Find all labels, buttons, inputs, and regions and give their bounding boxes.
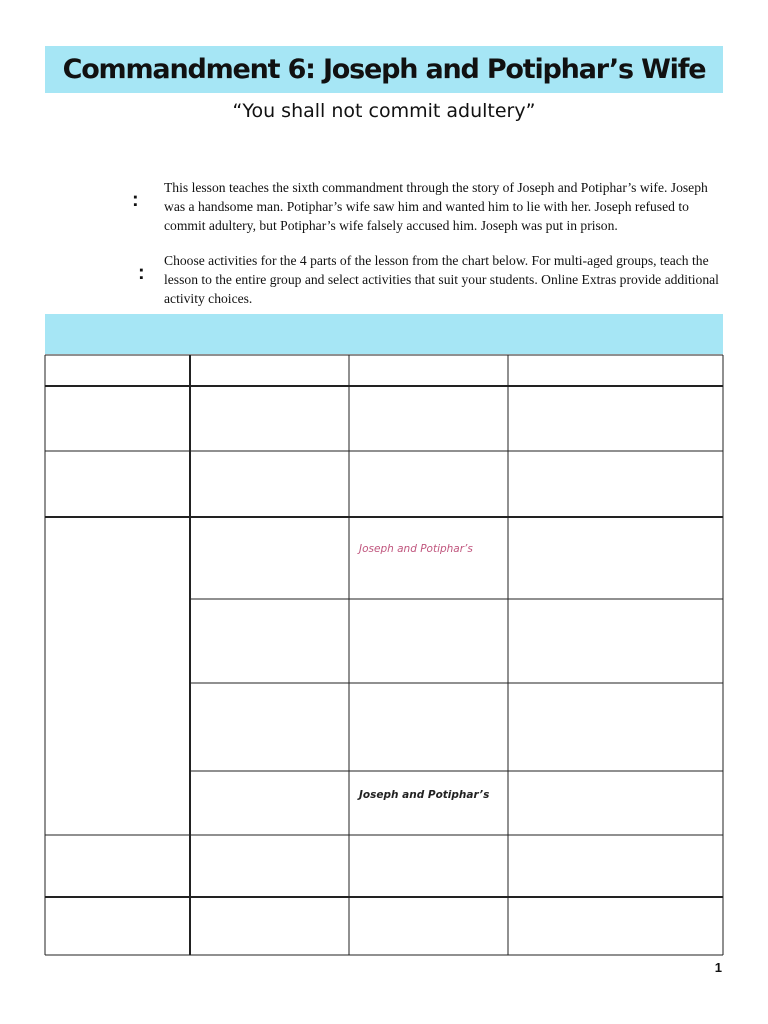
bullet-colon-1: : [132,189,139,211]
page-title: Commandment 6: Joseph and Potiphar’s Wife [62,54,706,85]
subtitle: “You shall not commit adultery” [232,100,536,122]
intro-paragraph-1: This lesson teaches the sixth commandment through the story of Joseph and Potiphar’s wife. Joseph was a handsome man. Potiphar’s wife saw him and wanted him to lie with her. Joseph refused to commit adultery, but Potiphar’s wife falsely accused him. Joseph was put in prison. [164,180,708,233]
page-number: 1 [714,960,722,975]
intro-paragraph-2: Choose activities for the 4 parts of the lesson from the chart below. For multi-aged groups, teach the lesson to the entire group and select activities that suit your students. Online Extras provide additional activity choices. [164,253,719,306]
table-cell-story-title-1: Joseph and Potiphar’s [359,543,473,555]
bullet-colon-2: : [138,262,145,284]
table-cell-story-title-2: Joseph and Potiphar’s [359,789,490,801]
